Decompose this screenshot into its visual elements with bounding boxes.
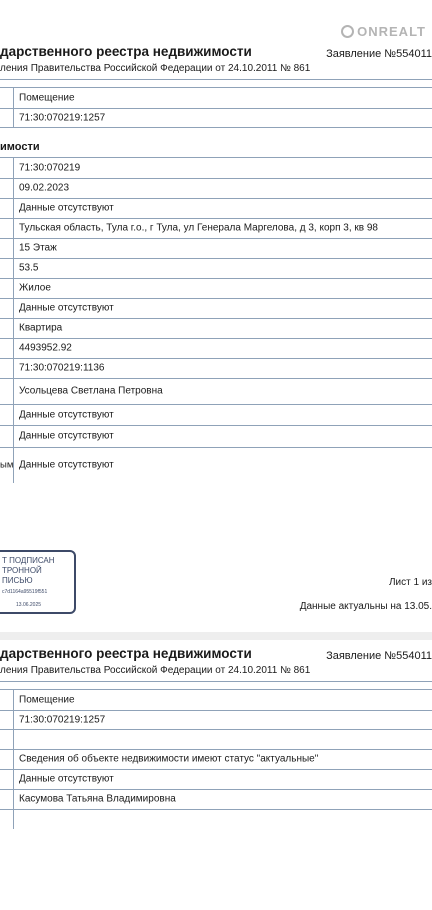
stamp-text: ПИСЬЮ — [2, 576, 33, 585]
column-divider — [13, 729, 14, 749]
stamp-text: Т ПОДПИСАН — [2, 556, 55, 565]
column-divider — [13, 178, 14, 198]
column-divider — [13, 769, 14, 789]
column-divider — [13, 358, 14, 378]
page-subtitle: ления Правительства Российской Федерации от 24.10.2011 № 861 — [0, 665, 311, 676]
page-separator — [0, 632, 432, 640]
table-row — [0, 258, 432, 279]
cell-value: 15 Этаж — [19, 242, 57, 254]
cell-value: 71:30:070219:1257 — [19, 714, 106, 725]
cell-value: 71:30:070219:1136 — [19, 362, 105, 374]
cell-value: 53.5 — [19, 262, 39, 274]
sheet-number: Лист 1 из — [388, 577, 432, 588]
table-row — [0, 809, 432, 829]
column-divider — [13, 318, 14, 338]
table-row — [0, 108, 432, 128]
column-divider — [13, 378, 14, 404]
table-row — [0, 769, 432, 790]
statement-number: Заявление №554011 — [326, 650, 432, 662]
stamp-date: 13.06.2025 — [16, 602, 42, 608]
cell-value: 71:30:070219:1257 — [19, 112, 106, 123]
section-heading: имости — [0, 141, 40, 153]
table-row — [0, 749, 432, 770]
table-row — [0, 198, 432, 219]
table-row — [0, 378, 432, 405]
cell-value: Помещение — [19, 92, 75, 104]
column-divider — [13, 218, 14, 238]
watermark — [341, 24, 426, 39]
cell-value: Данные отсутствуют — [19, 409, 114, 420]
cell-value: Тульская область, Тула г.о., г Тула, ул Генерала Маргелова, д 3, корп 3, кв 98 — [19, 222, 378, 234]
statement-number: Заявление №554011 — [326, 48, 432, 60]
column-divider — [13, 809, 14, 829]
table-row — [0, 218, 432, 239]
column-divider — [13, 338, 14, 358]
table-row — [0, 425, 432, 448]
cell-value: Данные отсутствуют — [19, 459, 114, 471]
column-divider — [13, 404, 14, 425]
page-subtitle: ления Правительства Российской Федерации от 24.10.2011 № 861 — [0, 63, 311, 74]
cell-value: Жилое — [19, 282, 51, 294]
column-divider — [13, 447, 14, 483]
document-page-2 — [0, 640, 432, 910]
table-row — [0, 278, 432, 299]
column-divider — [13, 710, 14, 729]
table-row — [0, 318, 432, 339]
cell-value: Данные отсутствуют — [19, 302, 114, 314]
column-divider — [13, 258, 14, 278]
column-divider — [13, 749, 14, 769]
column-divider — [13, 158, 14, 178]
stamp-text: ТРОННОЙ — [2, 566, 42, 575]
watermark-logo-icon — [341, 25, 354, 38]
column-divider — [13, 278, 14, 298]
column-divider — [13, 789, 14, 809]
table-row — [0, 404, 432, 426]
page-title: дарственного реестра недвижимости — [0, 646, 252, 661]
page-title: дарственного реестра недвижимости — [0, 44, 252, 59]
table-row — [0, 338, 432, 359]
column-divider — [13, 238, 14, 258]
cell-value: 71:30:070219 — [19, 162, 81, 174]
cell-value: Касумова Татьяна Владимировна — [19, 793, 176, 805]
table-row — [0, 447, 432, 483]
watermark-text: ONREALT — [357, 24, 426, 39]
cell-value: Усольцева Светлана Петровна — [19, 385, 163, 397]
cell-value: Данные отсутствуют — [19, 773, 114, 785]
cell-value: Данные отсутствуют — [19, 430, 114, 442]
table-row — [0, 789, 432, 810]
cell-label: ым — [0, 459, 14, 471]
table-row — [0, 690, 432, 711]
cell-value: 4493952.92 — [19, 342, 72, 354]
data-actual-date: Данные актуальны на 13.05. — [299, 601, 432, 612]
column-divider — [13, 690, 14, 710]
table-row — [0, 158, 432, 179]
stamp-certificate: c7d1164a95519f551 — [2, 589, 48, 595]
table-row — [0, 178, 432, 199]
table-row — [0, 88, 432, 109]
divider — [0, 79, 432, 80]
divider — [0, 681, 432, 682]
table-row — [0, 710, 432, 730]
cell-value: Квартира — [19, 322, 63, 334]
cell-value: Помещение — [19, 694, 75, 706]
table-row — [0, 298, 432, 319]
table-row — [0, 238, 432, 259]
digital-signature-stamp — [0, 550, 76, 614]
column-divider — [13, 298, 14, 318]
cell-value: Данные отсутствуют — [19, 202, 114, 214]
cell-value: Сведения об объекте недвижимости имеют статус "актуальные" — [19, 753, 319, 765]
column-divider — [13, 425, 14, 447]
cell-value: 09.02.2023 — [19, 182, 70, 194]
column-divider — [13, 108, 14, 127]
column-divider — [13, 88, 14, 108]
table-row — [0, 729, 432, 750]
column-divider — [13, 198, 14, 218]
table-row — [0, 358, 432, 379]
